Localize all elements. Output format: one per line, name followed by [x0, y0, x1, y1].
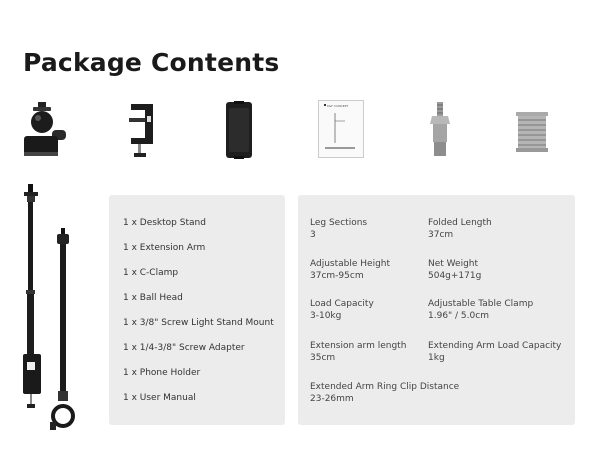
spec-adjustable-height: [310, 259, 390, 282]
spec-value: 3: [310, 229, 316, 240]
spec-label: Adjustable Table Clamp: [428, 299, 534, 309]
spec-label: Leg Sections: [310, 218, 368, 228]
screw-adapter-icon: [426, 100, 454, 160]
c-clamp-icon: [125, 100, 160, 162]
spec-label: Extended Arm Ring Clip Distance: [310, 382, 460, 392]
spec-load-capacity: [310, 299, 374, 322]
spec-net-weight: [428, 259, 481, 282]
desktop-stand-icon: [18, 182, 48, 410]
spec-label: Load Capacity: [310, 299, 374, 309]
list-item: 1 x 3/8" Screw Light Stand Mount: [123, 318, 274, 328]
spec-value: 1.96" / 5.0cm: [428, 310, 489, 321]
list-item: 1 x Desktop Stand: [123, 218, 206, 228]
spec-ring-clip-distance: [310, 382, 459, 405]
spec-value: 37cm: [428, 229, 454, 240]
contents-list: [109, 195, 285, 425]
spec-arm-load-capacity: [428, 341, 561, 364]
manual-brand-text: K&F CONCEPT: [327, 104, 349, 108]
spec-folded-length: [428, 218, 492, 241]
spec-value: 504g+171g: [428, 270, 482, 281]
list-item: 1 x Phone Holder: [123, 368, 201, 378]
spec-label: Extending Arm Load Capacity: [428, 341, 562, 351]
spec-label: Adjustable Height: [310, 259, 391, 269]
list-item: 1 x 1/4-3/8" Screw Adapter: [123, 343, 245, 353]
user-manual-icon: [318, 100, 364, 158]
list-item: 1 x Ball Head: [123, 293, 183, 303]
screw-mount-icon: [512, 110, 552, 154]
list-item: 1 x Extension Arm: [123, 243, 206, 253]
spec-label: Net Weight: [428, 259, 479, 269]
spec-leg-sections: [310, 218, 367, 241]
spec-value: 37cm-95cm: [310, 270, 364, 281]
list-item: 1 x User Manual: [123, 393, 196, 403]
list-item: 1 x C-Clamp: [123, 268, 179, 278]
page-title: Package Contents: [23, 48, 280, 77]
spec-value: 1kg: [428, 352, 445, 363]
spec-label: Folded Length: [428, 218, 492, 228]
spec-table-clamp: [428, 299, 533, 322]
specs-panel: [298, 195, 575, 425]
spec-value: 23-26mm: [310, 393, 354, 404]
spec-extension-arm-length: [310, 341, 406, 364]
ball-head-icon: [18, 100, 73, 160]
spec-value: 3-10kg: [310, 310, 342, 321]
spec-value: 35cm: [310, 352, 336, 363]
spec-label: Extension arm length: [310, 341, 407, 351]
phone-holder-icon: [222, 100, 257, 160]
extension-arm-icon: [47, 226, 79, 436]
